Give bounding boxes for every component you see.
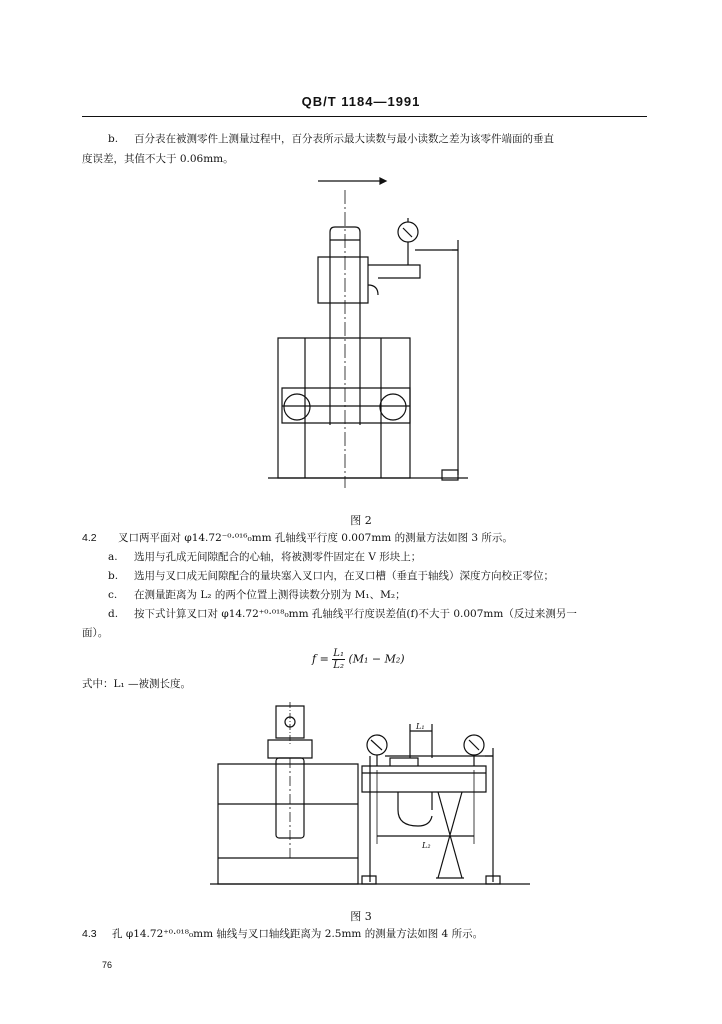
item-c-marker: c. [108,589,118,601]
section-4-2-number: 4.2 [82,532,97,544]
fig3-label-L1: L₁ [416,722,425,731]
item-c-text: 在测量距离为 L₂ 的两个位置上测得读数分别为 M₁、M₂； [134,589,406,601]
item-a-marker: a. [108,551,118,563]
page-number: 76 [102,960,113,970]
item-b-marker: b. [108,133,119,145]
item-b-line1: 百分表在被测零件上测量过程中，百分表所示最大读数与最小读数之差为该零件端面的垂直 [134,133,554,145]
figure-3-drawing [0,698,722,898]
figure-2-caption: 图 2 [350,514,372,527]
figure-3-caption: 图 3 [350,910,372,923]
item-d-marker: d. [108,608,119,620]
document-header: QB/T 1184—1991 [301,94,421,109]
section-4-3-text: 孔 φ14.72⁺⁰·⁰¹⁸₀mm 轴线与叉口轴线距离为 2.5mm 的测量方法如图 4 所示。 [112,928,484,940]
formula-where: 式中：L₁ —被测长度。 [82,678,192,690]
item-d-text: 按下式计算叉口对 φ14.72⁺⁰·⁰¹⁸₀mm 孔轴线平行度误差值(f)不大于 0.007mm（反过来测另一 [134,608,577,620]
figure-2-drawing [0,170,722,500]
parallelism-formula [312,648,405,671]
section-4-3-number: 4.3 [82,928,97,940]
section-4-2-intro: 叉口两平面对 φ14.72⁻⁰·⁰¹⁶₀mm 孔轴线平行度 0.007mm 的测量方法如图 3 所示。 [118,532,513,544]
formula-denominator: L₂ [333,660,344,671]
formula-rhs: (M₁ − M₂) [348,652,405,666]
fig3-label-L2: L₂ [422,841,431,850]
item-b2-marker: b. [108,570,119,582]
header-rule [82,116,647,117]
item-d-continuation: 面）。 [82,627,109,639]
item-b-line2: 度误差，其值不大于 0.06mm。 [82,153,234,165]
item-a-text: 选用与孔成无间隙配合的心轴，将被测零件固定在 V 形块上； [134,551,422,563]
formula-lhs: f = [312,652,329,666]
formula-fraction [332,648,345,671]
formula-numerator: L₁ [333,648,344,659]
item-b2-text: 选用与叉口成无间隙配合的量块塞入叉口内，在叉口槽（垂直于轴线）深度方向校正零位； [134,570,554,582]
